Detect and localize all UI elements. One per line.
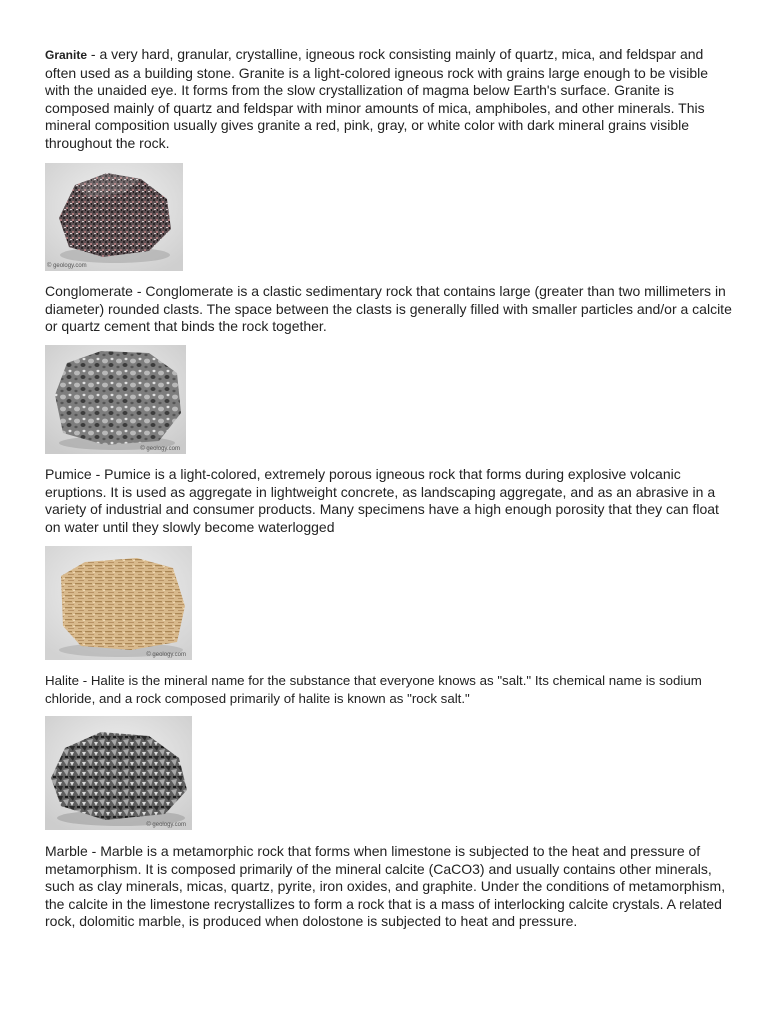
granite-image-credit: © geology.com (47, 263, 87, 269)
conglomerate-rock-image (45, 345, 186, 454)
marble-description: - Marble is a metamorphic rock that forms when limestone is subjected to the heat and pressure of metamorphism. It is composed primarily of the mineral calcite (CaCO3) and usually contains other minerals, such as clay minerals, micas, quartz, pyrite, iron oxides, and graphite. Under the conditions of metamorphism, the calcite in the limestone recrystallizes to form a rock that is a mass of interlocking calcite crystals. A related rock, dolomitic marble, is produced when dolostone is subjected to heat and pressure. (45, 843, 726, 930)
granite-description: - a very hard, granular, crystalline, igneous rock consisting mainly of quartz, mica, and feldspar and often used as a building stone. Granite is a light-colored igneous rock with grains large enough to be visible with the unaided eye. It forms from the slow crystallization of magma below Earth's surface. Granite is composed mainly of quartz and feldspar with minor amounts of mica, amphiboles, and other minerals. This mineral composition usually gives granite a red, pink, gray, or white color with dark mineral grains visible throughout the rock. (45, 46, 709, 151)
granite-rock-image (45, 163, 183, 271)
pumice-description: - Pumice is a light-colored, extremely porous igneous rock that forms during explosive volcanic eruptions. It is used as aggregate in lightweight concrete, as landscaping aggregate, and as an abrasive in a variety of industrial and consumer products. Many specimens have a high enough porosity that they can float on water until they slowly become waterlogged (45, 466, 719, 535)
conglomerate-image-credit: © geology.com (140, 446, 180, 452)
conglomerate-description: - Conglomerate is a clastic sedimentary rock that contains large (greater than two millimeters in diameter) rounded clasts. The space between the clasts is generally filled with smaller particles and/or a calcite or quartz cement that binds the rock together. (45, 283, 732, 335)
conglomerate-paragraph (45, 283, 735, 336)
halite-description: - Halite is the mineral name for the substance that everyone knows as "salt." Its chemical name is sodium chloride, and a rock composed primarily of halite is known as "rock salt." (45, 673, 702, 706)
conglomerate-term: Conglomerate (45, 283, 133, 299)
granite-paragraph (45, 46, 735, 153)
pumice-image-credit: © geology.com (146, 652, 186, 658)
halite-rock-image (45, 716, 192, 830)
halite-paragraph (45, 672, 735, 707)
granite-term: Granite (45, 48, 88, 62)
pumice-rock-image (45, 546, 192, 660)
pumice-paragraph (45, 466, 735, 536)
halite-term: Halite (45, 673, 79, 688)
marble-paragraph (45, 843, 735, 931)
pumice-term: Pumice (45, 466, 92, 482)
marble-term: Marble (45, 843, 88, 859)
halite-image-credit: © geology.com (146, 822, 186, 828)
